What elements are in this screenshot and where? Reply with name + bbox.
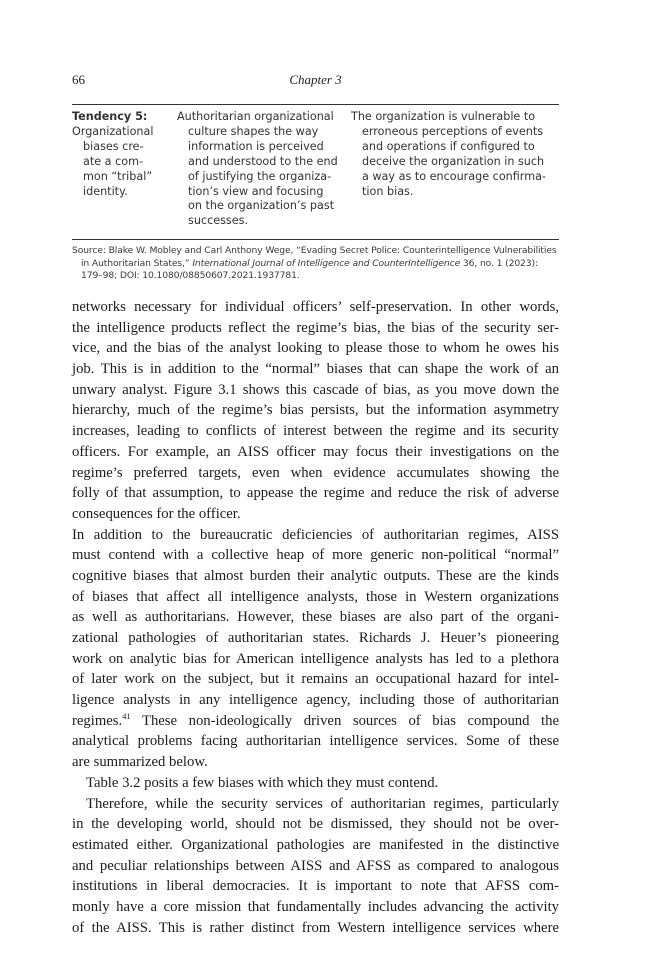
table-cell-line: of justifying the organiza- bbox=[188, 169, 332, 183]
book-page bbox=[72, 0, 559, 975]
table-column-vulnerability bbox=[351, 110, 546, 199]
chapter-title: Chapter 3 bbox=[289, 72, 342, 87]
table-cell-line: identity. bbox=[83, 184, 128, 198]
body-text-fragment: These non-ideologically driven sources of bias compound the bbox=[130, 712, 559, 729]
table-cell-line: Tendency 5: bbox=[72, 110, 148, 123]
body-line: monly have a core mission that fundamentally includes advancing the activity bbox=[72, 898, 559, 915]
body-line bbox=[72, 711, 559, 732]
table-cell-line: tion bias. bbox=[362, 184, 414, 198]
body-line: officers. For example, an AISS officer may focus their investigations on the bbox=[72, 443, 559, 460]
table-source-note bbox=[72, 245, 559, 283]
table-cell-line: deceive the organization in such bbox=[362, 154, 545, 168]
table-cell-line: culture shapes the way bbox=[188, 124, 319, 138]
body-line: folly of that assumption, to appease the regime and reduce the risk of adverse bbox=[72, 485, 559, 502]
source-line: 179–98; DOI: 10.1080/08850607.2021.1937781. bbox=[81, 270, 300, 281]
body-line: of the AISS. This is rather distinct from Western intelligence services where bbox=[72, 919, 559, 936]
body-line: estimated either. Organizational pathologies are manifested in the distinctive bbox=[72, 836, 559, 853]
footnote-reference[interactable]: 41 bbox=[122, 710, 131, 721]
body-line: Table 3.2 posits a few biases with which they must contend. bbox=[86, 774, 439, 791]
body-line: unwary analyst. Figure 3.1 shows this cascade of bias, as you move down the bbox=[72, 381, 559, 398]
table-cell-line: Organizational bbox=[72, 124, 154, 138]
body-line: in the developing world, should not be dismissed, they should not be over- bbox=[72, 816, 559, 833]
body-line: job. This is in addition to the “normal” biases that can shape the work of an bbox=[72, 361, 559, 378]
table-cell-line: tion’s view and focusing bbox=[188, 184, 324, 198]
body-line: increases, leading to conflicts of interest between the regime and its security bbox=[72, 423, 559, 440]
body-line: and peculiar relationships between AISS and AFSS as compared to analogous bbox=[72, 857, 559, 874]
table-cell-line: Authoritarian organizational bbox=[177, 110, 334, 123]
body-text bbox=[72, 297, 559, 938]
body-line: the intelligence products reflect the regime’s bias, the bias of the security ser- bbox=[72, 319, 559, 336]
body-line: as well as authoritarians. However, these biases are also part of the organi- bbox=[72, 609, 559, 626]
body-line: cognitive biases that almost burden their analytic outputs. These are the kinds bbox=[72, 567, 559, 584]
body-line: consequences for the officer. bbox=[72, 505, 241, 522]
table-cell-line: and understood to the end bbox=[188, 154, 338, 168]
table-cell-line: successes. bbox=[188, 214, 249, 228]
body-line: Therefore, while the security services of authoritarian regimes, particularly bbox=[86, 795, 559, 812]
table-cell-line: biases cre- bbox=[83, 139, 144, 153]
source-line bbox=[72, 258, 559, 271]
body-line: are summarized below. bbox=[72, 754, 208, 771]
body-line: work on analytic bias for American intelligence analysts has led to a plethora bbox=[72, 650, 559, 667]
page-number: 66 bbox=[72, 72, 85, 87]
table-cell-line: erroneous perceptions of events bbox=[362, 124, 544, 138]
body-text-fragment: regimes. bbox=[72, 712, 123, 729]
source-text: in Authoritarian States,” bbox=[81, 257, 193, 269]
table-cell-line: on the organization’s past bbox=[188, 199, 335, 213]
table-cell-line: The organization is vulnerable to bbox=[351, 110, 536, 123]
source-line: Source: Blake W. Mobley and Carl Anthony Wege, “Evading Secret Police: Counterintelligence Vulnerabilities bbox=[72, 245, 557, 256]
journal-title: International Journal of Intelligence and CounterIntelligence bbox=[192, 257, 461, 269]
body-line: ligence analysts in any intelligence agency, including those of authoritarian bbox=[72, 692, 559, 709]
table-column-tendency bbox=[72, 110, 154, 199]
body-line: hierarchy, much of the regime’s bias persists, but the information asymmetry bbox=[72, 402, 559, 419]
table-cell-line: ate a com- bbox=[83, 154, 144, 168]
table-cell-line: mon “tribal” bbox=[83, 169, 153, 183]
table-top-rule bbox=[72, 104, 559, 105]
body-line: analytical problems facing authoritarian intelligence services. Some of these bbox=[72, 733, 559, 750]
table-cell-line: information is perceived bbox=[188, 139, 324, 153]
body-line: of biases that affect all intelligence analysts, those in Western organizations bbox=[72, 588, 559, 605]
body-line: vice, and the bias of the analyst looking to please those to whom he owes his bbox=[72, 340, 559, 357]
table-cell-line: a way as to encourage confirma- bbox=[362, 169, 547, 183]
running-head bbox=[72, 72, 559, 88]
table-cell-line: and operations if configured to bbox=[362, 139, 535, 153]
body-line: must contend with a collective heap of more generic non-political “normal” bbox=[72, 547, 559, 564]
body-line: zational pathologies of authoritarian states. Richards J. Heuer’s pioneering bbox=[72, 630, 559, 646]
body-line: of later work on the subject, but it remains an occupational hazard for intel- bbox=[72, 671, 559, 688]
body-line: institutions in liberal democracies. It is important to note that AFSS com- bbox=[72, 878, 559, 895]
source-text: 36, no. 1 (2023): bbox=[460, 257, 538, 269]
body-line: regime’s preferred targets, even when evidence accumulates showing the bbox=[72, 464, 559, 481]
table-column-description bbox=[177, 110, 338, 229]
table-bottom-rule bbox=[72, 239, 559, 240]
body-line: networks necessary for individual officers’ self-preservation. In other words, bbox=[72, 299, 559, 315]
body-line: In addition to the bureaucratic deficiencies of authoritarian regimes, AISS bbox=[72, 526, 559, 543]
